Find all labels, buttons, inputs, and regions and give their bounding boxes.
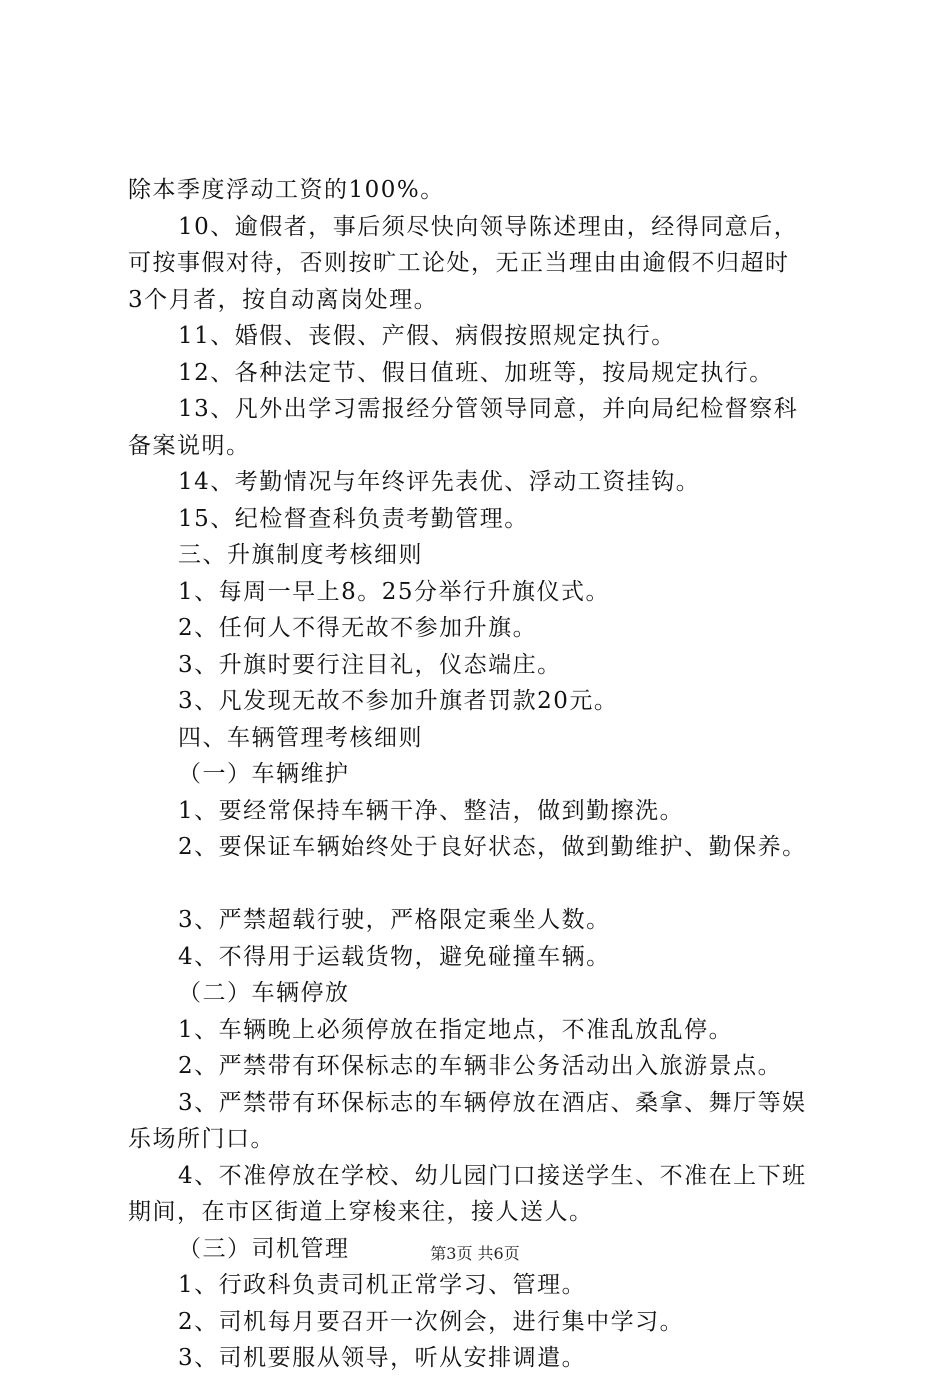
body-line: 除本季度浮动工资的100%。 xyxy=(128,177,445,203)
body-line: 14、考勤情况与年终评先表优、浮动工资挂钩。 xyxy=(178,469,701,495)
section-heading: 四、车辆管理考核细则 xyxy=(178,724,423,751)
body-line: 1、每周一早上8。25分举行升旗仪式。 xyxy=(178,578,611,605)
section-heading: 三、升旗制度考核细则 xyxy=(178,542,423,568)
body-line: 15、纪检督查科负责考勤管理。 xyxy=(178,505,529,532)
body-line: 3个月者，按自动离岗处理。 xyxy=(128,286,439,313)
body-line: 期间，在市区街道上穿梭来往，接人送人。 xyxy=(128,1199,594,1225)
body-line: 3、凡发现无故不参加升旗者罚款20元。 xyxy=(178,688,619,714)
body-line: 4、不得用于运载货物，避免碰撞车辆。 xyxy=(178,943,611,970)
body-line: 10、逾假者，事后须尽快向领导陈述理由，经得同意后， xyxy=(178,213,799,240)
body-line: 2、司机每月要召开一次例会，进行集中学习。 xyxy=(178,1308,685,1335)
body-line: 3、升旗时要行注目礼，仪态端庄。 xyxy=(178,651,562,678)
body-line: 3、严禁超载行驶，严格限定乘坐人数。 xyxy=(178,907,611,933)
body-line: 13、凡外出学习需报经分管领导同意，并向局纪检督察科 xyxy=(178,396,799,422)
blank-line xyxy=(128,866,838,903)
body-line: 2、任何人不得无故不参加升旗。 xyxy=(178,615,538,641)
document-body xyxy=(128,172,838,1377)
body-line: 1、车辆晚上必须停放在指定地点，不准乱放乱停。 xyxy=(178,1016,734,1043)
subsection-heading: （三）司机管理 xyxy=(178,1235,350,1262)
body-line: 2、严禁带有环保标志的车辆非公务活动出入旅游景点。 xyxy=(178,1053,783,1079)
body-line: 3、严禁带有环保标志的车辆停放在酒店、桑拿、舞厅等娱 xyxy=(178,1089,807,1116)
body-line: 2、要保证车辆始终处于良好状态，做到勤维护、勤保养。 xyxy=(178,834,807,860)
body-line: 1、要经常保持车辆干净、整洁，做到勤擦洗。 xyxy=(178,797,685,824)
body-line: 11、婚假、丧假、产假、病假按照规定执行。 xyxy=(178,323,676,349)
subsection-heading: （一）车辆维护 xyxy=(178,761,350,787)
body-line: 3、司机要服从领导，听从安排调遣。 xyxy=(178,1345,587,1371)
body-line: 12、各种法定节、假日值班、加班等，按局规定执行。 xyxy=(178,359,774,386)
page-number-footer: 第3页 共6页 xyxy=(430,1244,520,1263)
body-line: 乐场所门口。 xyxy=(128,1126,275,1152)
body-line: 可按事假对待，否则按旷工论处，无正当理由由逾假不归超时 xyxy=(128,250,790,276)
body-line: 备案说明。 xyxy=(128,432,251,459)
body-line: 1、行政科负责司机正常学习、管理。 xyxy=(178,1272,587,1298)
subsection-heading: （二）车辆停放 xyxy=(178,980,350,1006)
body-line: 4、不准停放在学校、幼儿园门口接送学生、不准在上下班 xyxy=(178,1162,807,1189)
